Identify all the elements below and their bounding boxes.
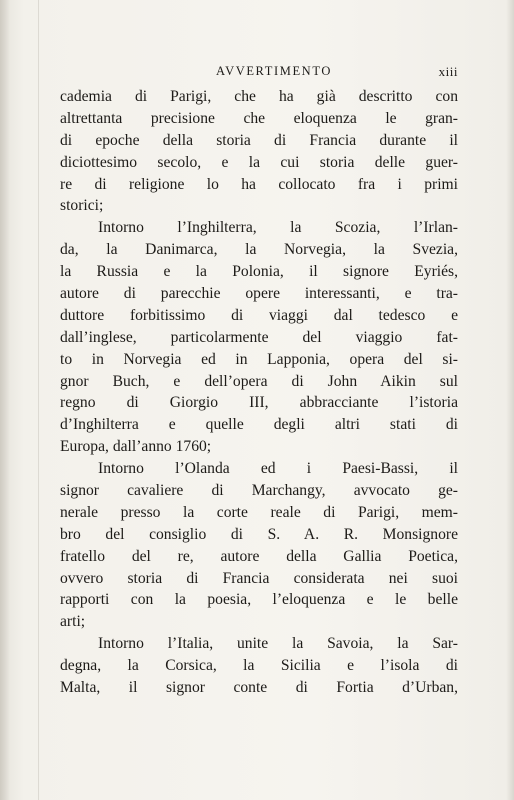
text-line: storici; xyxy=(60,197,104,215)
text-line: di epoche della storia di Francia durante il xyxy=(60,131,458,149)
running-head: AVVERTIMENTO xyxy=(216,64,332,78)
text-line: da, la Danimarca, la Norvegia, la Svezia, xyxy=(60,241,458,259)
text-line: cademia di Parigi, che ha già descritto con xyxy=(60,88,458,105)
page-header xyxy=(60,64,458,86)
text-line: ovvero storia di Francia considerata nei suoi xyxy=(60,569,458,587)
text-line: fratello del re, autore della Gallia Poetica, xyxy=(60,547,458,565)
page-edge-shadow-left xyxy=(0,0,10,800)
text-line: Europa, dall’anno 1760; xyxy=(60,438,212,456)
text-line: autore di parecchie opere interessanti, e tra- xyxy=(60,285,458,303)
text-line: to in Norvegia ed in Lapponia, opera del si- xyxy=(60,350,458,368)
text-line: arti; xyxy=(60,613,86,631)
text-line: altrettanta precisione che eloquenza le gran- xyxy=(60,109,458,127)
gutter-fold xyxy=(38,0,39,800)
text-line: re di religione lo ha collocato fra i primi xyxy=(60,175,458,193)
text-line: rapporti con la poesia, l’eloquenza e le belle xyxy=(60,591,458,609)
text-line: Intorno l’Olanda ed i Paesi-Bassi, il xyxy=(98,460,458,478)
text-line: diciottesimo secolo, e la cui storia delle guer- xyxy=(60,153,458,171)
text-line: dall’inglese, particolarmente del viaggio fat- xyxy=(60,328,458,346)
text-line: duttore forbitissimo di viaggi dal tedesco e xyxy=(60,306,458,324)
text-line: d’Inghilterra e quelle degli altri stati di xyxy=(60,416,458,434)
text-line: signor cavaliere di Marchangy, avvocato ge- xyxy=(60,482,458,500)
body-text xyxy=(60,86,458,699)
text-line: nerale presso la corte reale di Parigi, mem- xyxy=(60,503,458,521)
text-line: Intorno l’Italia, unite la Savoia, la Sar- xyxy=(98,635,458,653)
text-line: gnor Buch, e dell’opera di John Aikin sul xyxy=(60,372,458,390)
text-line: degna, la Corsica, la Sicilia e l’isola di xyxy=(60,657,458,675)
text-line: la Russia e la Polonia, il signore Eyriés, xyxy=(60,263,458,281)
page-number: xiii xyxy=(438,64,458,79)
text-line: Malta, il signor conte di Fortia d’Urban, xyxy=(60,679,458,697)
text-line: regno di Giorgio III, abbracciante l’istoria xyxy=(60,394,458,412)
text-line: bro del consiglio di S. A. R. Monsignore xyxy=(60,525,458,543)
text-line: Intorno l’Inghilterra, la Scozia, l’Irlan- xyxy=(98,219,458,237)
page-edge-shadow-right xyxy=(506,0,514,800)
